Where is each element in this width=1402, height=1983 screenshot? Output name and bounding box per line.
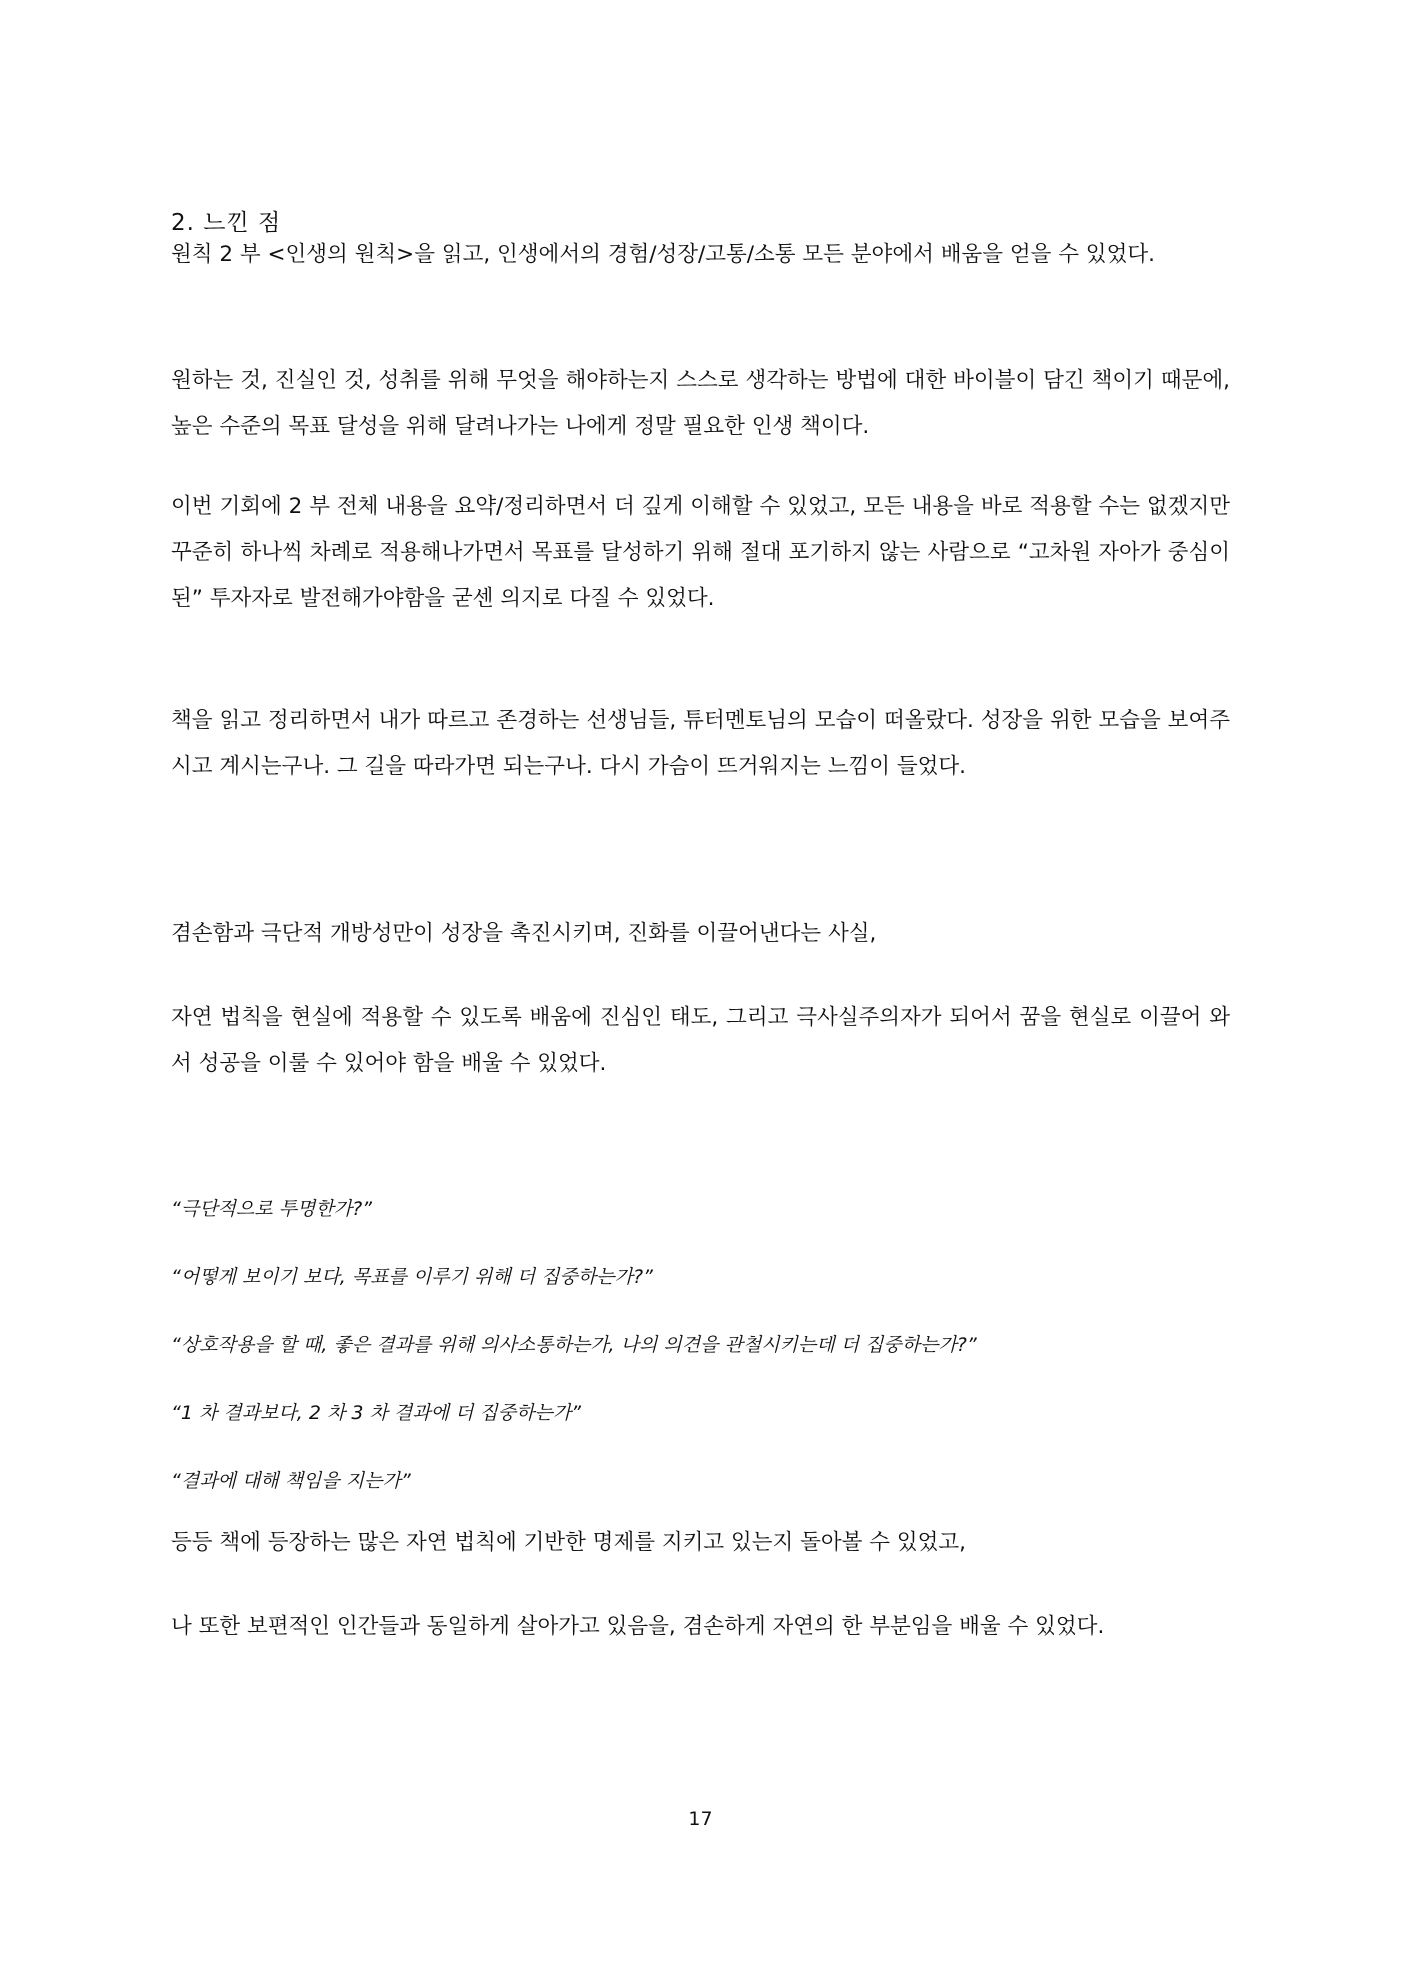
quote-3: “상호작용을 할 때, 좋은 결과를 위해 의사소통하는가, 나의 의견을 관철시키는데 더 집중하는가?” (171, 1334, 977, 1356)
paragraph-4: 책을 읽고 정리하면서 내가 따르고 존경하는 선생님들, 튜터멘토님의 모습이 떠올랐다. 성장을 위한 모습을 보여주시고 계시는구나. 그 길을 따라가면 되는구나. 다시 가슴이 뜨거워지는 느낌이 들었다. (171, 708, 1230, 779)
closing-paragraph-2: 나 또한 보편적인 인간들과 동일하게 살아가고 있음을, 겸손하게 자연의 한 부분임을 배울 수 있었다. (171, 1614, 1105, 1639)
page-number: 17 (688, 1808, 713, 1830)
quote-2: “어떻게 보이기 보다, 목표를 이루기 위해 더 집중하는가?” (171, 1266, 653, 1288)
section-heading: 2. 느낀 점 (171, 210, 282, 236)
document-page (171, 0, 1230, 1983)
paragraph-1: 원칙 2 부 <인생의 원칙>을 읽고, 인생에서의 경험/성장/고통/소통 모든 분야에서 배움을 얻을 수 있었다. (171, 242, 1155, 267)
paragraph-6: 자연 법칙을 현실에 적용할 수 있도록 배움에 진심인 태도, 그리고 극사실주의자가 되어서 꿈을 현실로 이끌어 와서 성공을 이룰 수 있어야 함을 배울 수 있었다. (171, 1005, 1230, 1076)
quote-1: “극단적으로 투명한가?” (171, 1198, 372, 1220)
paragraph-3: 이번 기회에 2 부 전체 내용을 요약/정리하면서 더 깊게 이해할 수 있었고, 모든 내용을 바로 적용할 수는 없겠지만 꾸준히 하나씩 차례로 적용해나가면서 목표를 달성하기 위해 절대 포기하지 않는 사람으로 “고차원 자아가 중심이 된” 투자자로 발전해가야함을 굳센 의지로 다질 수 있었다. (171, 494, 1230, 611)
quote-5: “결과에 대해 책임을 지는가” (171, 1470, 411, 1492)
paragraph-2: 원하는 것, 진실인 것, 성취를 위해 무엇을 해야하는지 스스로 생각하는 방법에 대한 바이블이 담긴 책이기 때문에, 높은 수준의 목표 달성을 위해 달려나가는 나에게 정말 필요한 인생 책이다. (171, 368, 1230, 439)
paragraph-5: 겸손함과 극단적 개방성만이 성장을 촉진시키며, 진화를 이끌어낸다는 사실, (171, 921, 877, 946)
quote-4: “1 차 결과보다, 2 차 3 차 결과에 더 집중하는가” (171, 1402, 582, 1424)
closing-paragraph-1: 등등 책에 등장하는 많은 자연 법칙에 기반한 명제를 지키고 있는지 돌아볼 수 있었고, (171, 1530, 966, 1555)
